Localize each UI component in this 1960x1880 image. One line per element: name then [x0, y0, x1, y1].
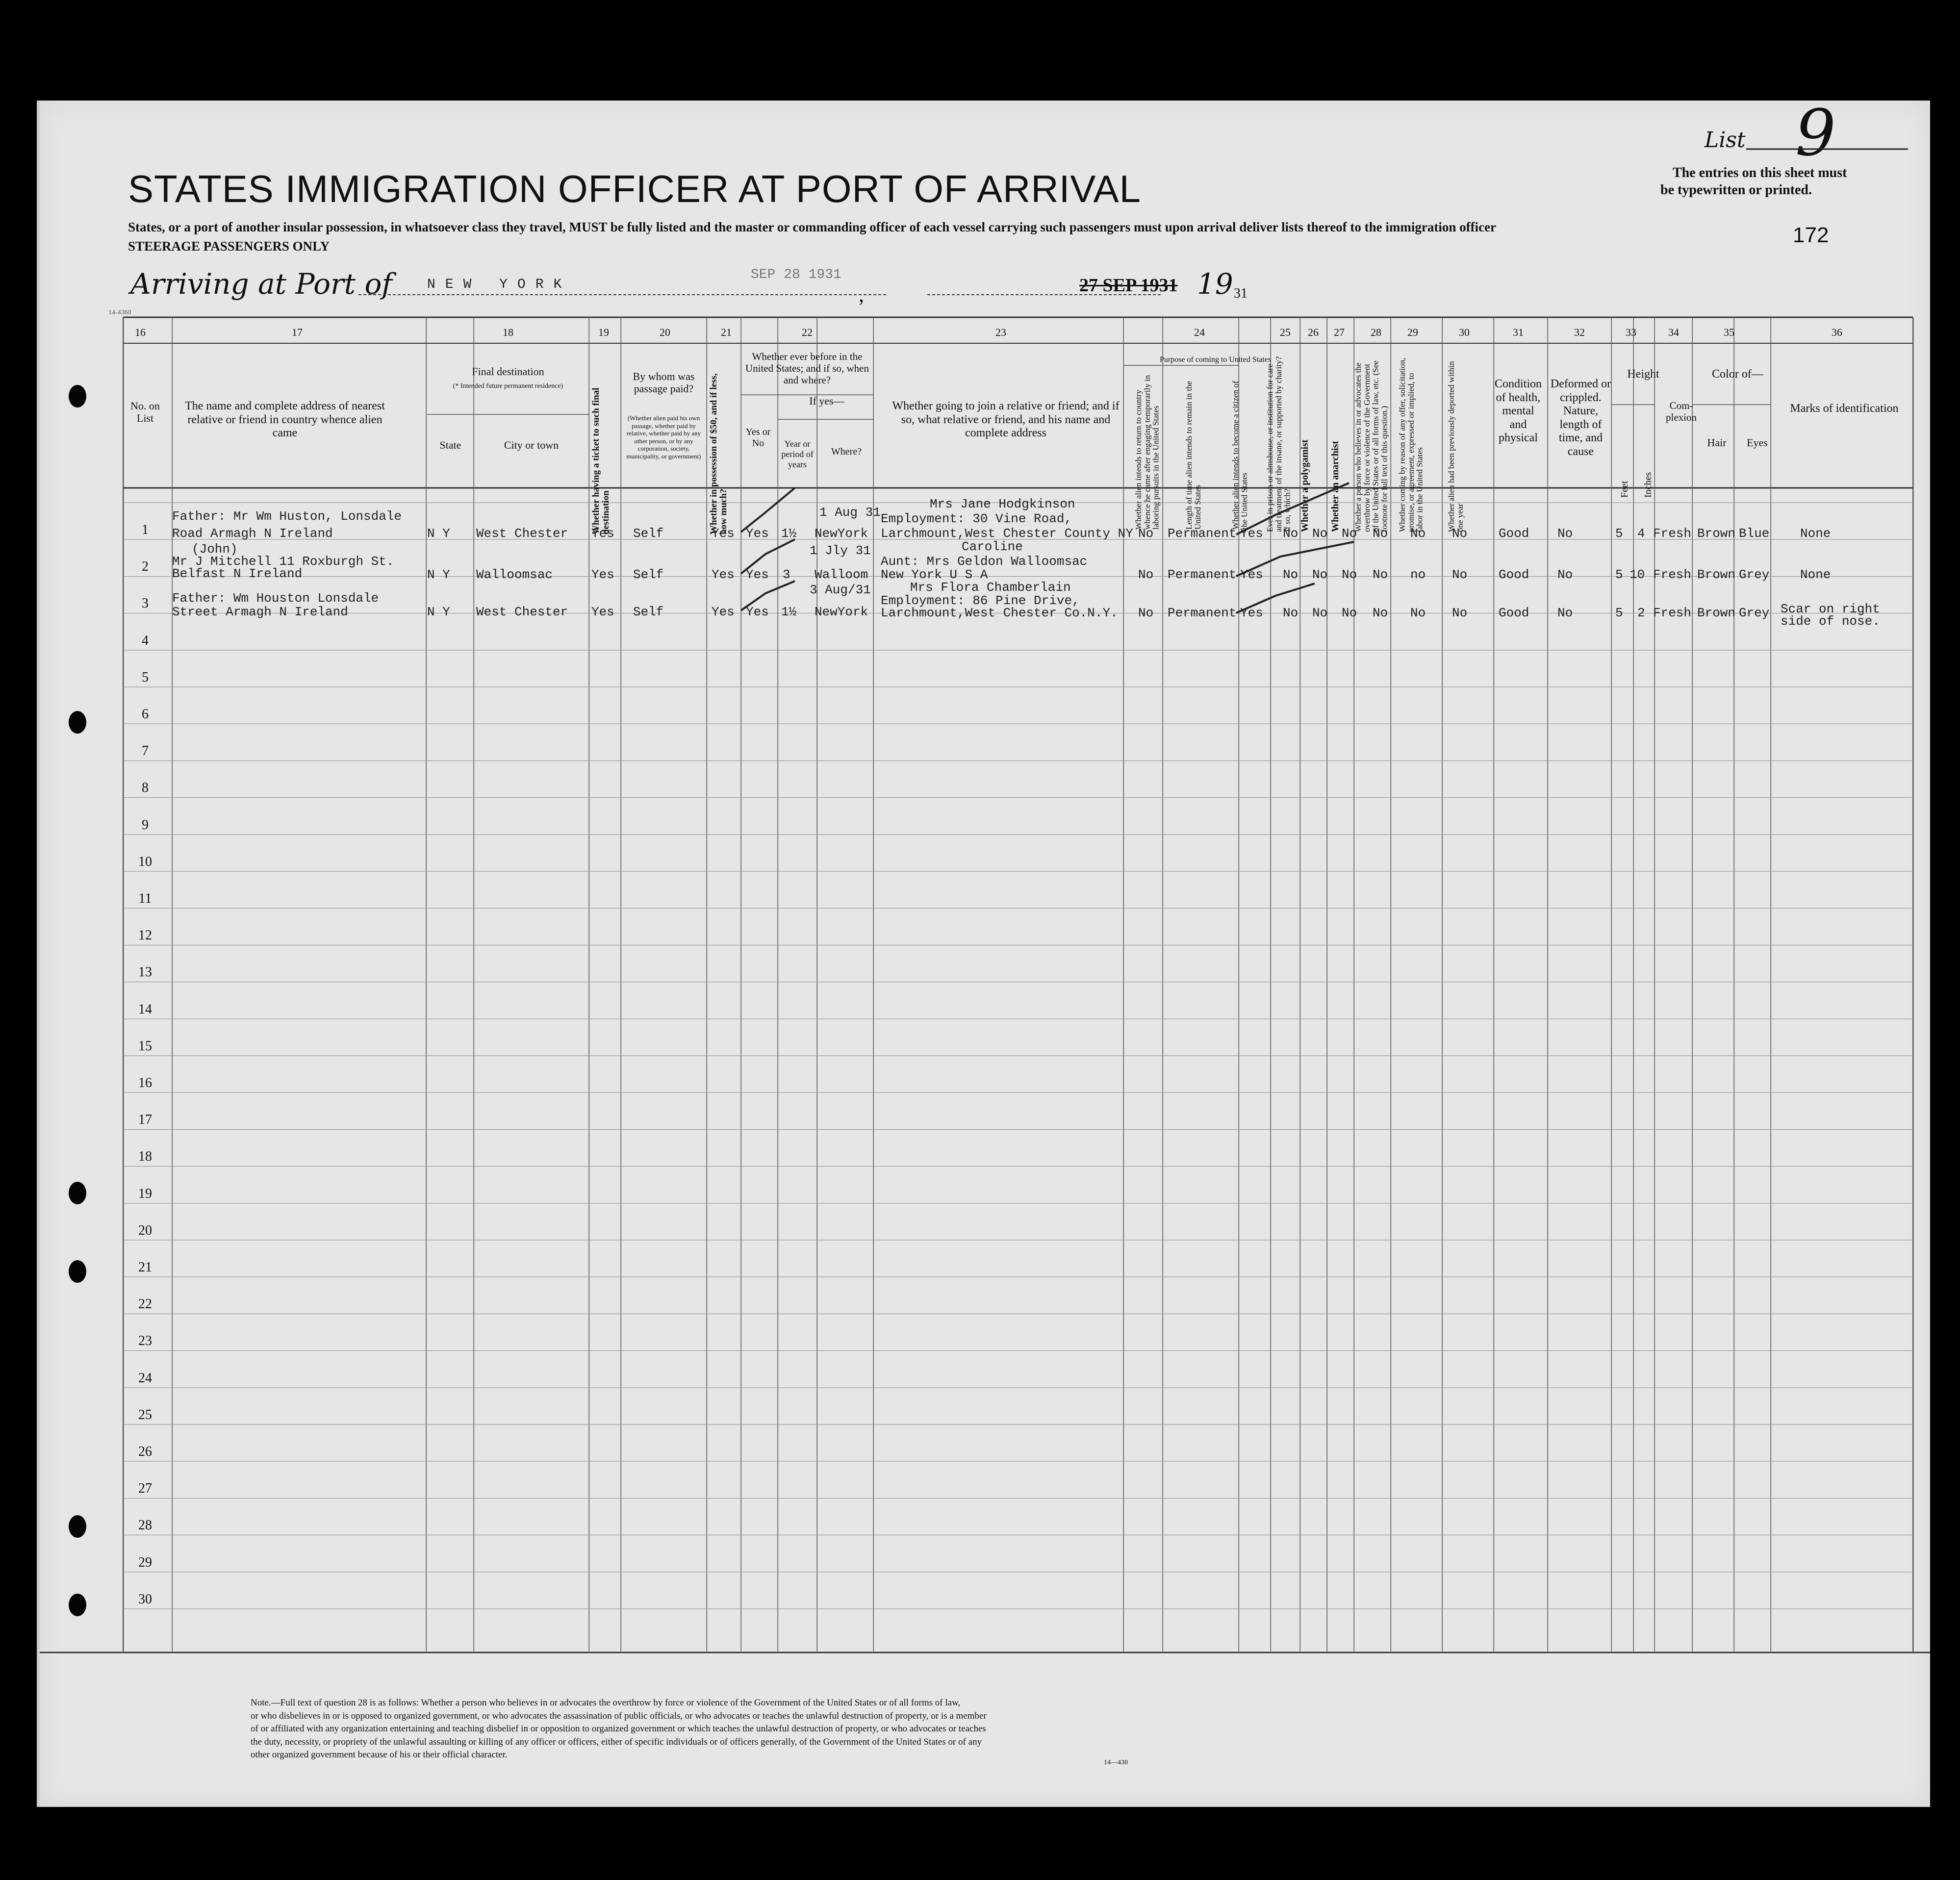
header-q30: Whether alien had been previously deported within one year: [1447, 361, 1465, 532]
row1-eyes: Blue: [1739, 526, 1770, 541]
row1-inches: 4: [1637, 526, 1645, 541]
row2-feet: 5: [1615, 567, 1623, 582]
row3-deformed: No: [1557, 606, 1573, 620]
header-state: State: [439, 439, 461, 451]
row2-q30: No: [1452, 567, 1468, 582]
column-number: 16: [135, 326, 146, 338]
header-where: Where?: [831, 446, 862, 457]
punch-hole: [69, 1594, 86, 1616]
row3-relative-line2: Street Armagh N Ireland: [172, 605, 348, 619]
row1-period: 1½: [781, 526, 797, 541]
column-number: 27: [1334, 326, 1345, 338]
row2-prison: No: [1283, 567, 1298, 582]
row2-join-line0: Caroline: [962, 539, 1023, 554]
header-final-destination: Final destination: [472, 365, 544, 378]
header-year-period: Year or period of years: [781, 439, 814, 469]
steerage-note: STEERAGE PASSENGERS ONLY: [128, 239, 330, 254]
row-number: 15: [138, 1038, 152, 1054]
row-number: 25: [138, 1407, 152, 1423]
footnote-line-5: other organized government because of his or their official character.: [251, 1750, 508, 1760]
row-number: 19: [138, 1186, 152, 1201]
header-purpose-return: Whether alien intends to return to country whence he came after engaging temporarily in laboring pursuits in the United States: [1134, 375, 1161, 530]
header-hair: Hair: [1707, 436, 1727, 449]
row-number: 21: [138, 1260, 152, 1275]
row2-period: 3: [783, 567, 790, 582]
row1-q29: No: [1410, 526, 1426, 541]
column-number: 36: [1832, 326, 1842, 338]
manifest-sheet: STATES IMMIGRATION OFFICER AT PORT OF ARRIVAL States, or a port of another insular possession, in whatsoever class they travel, MUST be fully listed and the master or commanding officer of each vessel carrying such passengers must upon arrival deliver lists thereof to the immigration officer STEERAGE PASSENGERS ONLY List 9 The entries on this sheet must be typewritten or printed. 172 Arriving at Port of NEW YORK SEP 28 1931 , 27 SEP 1931 19 31 14-4360 16 17 18 19 20 21 22 23 24 25 26 27 28 29 30 31 32 33 34 35 36 No. on List The name and complete address of nearest relative or friend in country whence alien came Final destination (* Intended future permanent residence) State City or town Whether having a ticket to such final destination By whom was passage paid? (Whether alien paid his own passage, whether paid by relative, whether paid by any other person, or by any corporation, society, municipality, or government) Whether in possession of $50, and if less, how much? Whether ever before in the United States; and if so, when and where? Yes or No If yes— Year or period of years Where? Whether going to join a relative or friend; and if so, what relative or friend, and his name and complete address Purpose of coming to United States Whether alien intends to return to country whence he came after engaging temporarily in laboring pursuits in the United States Length of time alien intends to remain in the United States Whether alien intends to become a citizen of the United States Ever in prison or almshouse, or institution for care and treatment of the insane, or supported by charity? If so, which? Whether a polygamist Whether an anarchist Whether a person who believes in or advocates the overthrow by force or violence of the Government of the United States or of all forms of law, etc. (See footnote for full text of this question.) Whether coming by reason of any offer, solicitation, promise, or agreement, expressed or implied, to labor in the United States Whether alien had been previously deported within one year Condition of health, mental and physical Deformed or crippled. Nature, length of time, and cause Height Feet Inches Com-plexion Color of— Hair Eyes Marks of identification 1 2 3 4 5 6 7 8 9 10 11 12 13 14 15 16 17 18 19 20 21 22 23 24 25 26 27 28 29 30 Father: Mr Wm Huston, Lonsdale Road Armagh N Ireland N Y West Chester Yes Self Yes Yes 1½ 1 Aug 31 NewYork Mrs Jane Hodgkinson Employment: 30 Vine Road, Larchmount,West Chester County NY No Permanent Yes No No No No No No Good No 5 4 Fresh Brown Blue None (John) Mr J Mitchell 11 Roxburgh St. Belfast N Ireland N Y Walloomsac Yes Self Yes Yes 3 1 Jly 31 Walloom Caroline Aunt: Mrs Geldon Walloomsac New York U S A No Permanent Yes No No No No no No Good No 5 10 Fresh Brown Grey None Father: Wm Houston Lonsdale Street Armagh N Ireland N Y West Chester Yes Self Yes Yes 1½ 3 Aug/31 NewYork Mrs Flora Chamberlain Employment: 86 Pine Drive, Larchmount,West Chester Co.N.Y. No Permanent Yes No No No No No No Good No 5 2 Fresh Brown Grey Scar on right side of nose. Note.—Full text of question 28 is as follows: Whether a person who believes in or advocates the overthrow by force or violence of the Government of the United States or of all forms of law, or who disbelieves in or is opposed to organized government, or who advocates the assassination of public officials, or who advocates or teaches the unlawful destruction of property, or is a member of or affiliated with any organization entertaining and teaching disbelief in or opposition to organized government or which teaches the unlawful destruction of property, or who advocates or teaches the duty, necessity, or propriety of the unlawful assaulting or killing of any officer or officers, either of specific individuals or of officers generally, of the Government of the United States or of any other organized government because of his or their official character. 14—430: [37, 101, 1930, 1807]
row3-eyes: Grey: [1739, 606, 1770, 620]
header-no-on-list: No. on List: [130, 400, 160, 425]
row3-return: No: [1138, 606, 1154, 620]
row-number: 27: [138, 1481, 152, 1497]
row2-deformed: No: [1557, 567, 1573, 582]
footnote-line-1: Note.—Full text of question 28 is as follows: Whether a person who believes in or advocates the overthrow by force or violence of the Government of the United States or of all forms of law,: [251, 1698, 961, 1708]
header-q29: Whether coming by reason of any offer, solicitation, promise, or agreement, expressed or implied, to labor in the United States: [1398, 357, 1425, 532]
footnote-line-2: or who disbelieves in or is opposed to organized government, or who advocates the assassination of public officials, or who advocates or teaches the unlawful destruction of property, or is a member: [251, 1710, 987, 1721]
row-number: 26: [138, 1444, 152, 1459]
entries-note-1: The entries on this sheet must: [1673, 165, 1847, 180]
row-number: 10: [138, 854, 152, 869]
row3-q28: No: [1373, 606, 1388, 620]
row3-complexion: Fresh: [1653, 606, 1692, 620]
row-number: 4: [142, 633, 149, 648]
row-number: 2: [142, 559, 149, 575]
row3-state: N Y: [427, 605, 450, 619]
column-number: 34: [1668, 326, 1679, 338]
row1-join-line3: Larchmount,West Chester County NY: [881, 526, 1133, 541]
row-number: 17: [138, 1112, 152, 1128]
row1-anarchist: No: [1342, 526, 1357, 541]
header-if-yes: If yes—: [809, 395, 844, 407]
header-purpose-length: Length of time alien intends to remain in the United States: [1184, 381, 1202, 530]
sheet-number: 172: [1793, 223, 1829, 247]
row1-length: Permanent: [1168, 526, 1237, 541]
row3-when: 3 Aug/31: [810, 583, 871, 597]
header-polygamist: Whether a polygamist: [1299, 439, 1310, 532]
punch-hole: [69, 711, 86, 734]
row2-relative-line2: Belfast N Ireland: [172, 566, 303, 581]
row2-where: Walloom: [815, 567, 868, 582]
row1-feet: 5: [1615, 526, 1623, 541]
row2-anarchist: No: [1342, 567, 1357, 582]
row-number: 28: [138, 1518, 152, 1533]
year-suffix: 31: [1234, 286, 1247, 301]
row2-return: No: [1138, 567, 1154, 582]
row2-relative-line1: Mr J Mitchell 11 Roxburgh St.: [172, 554, 394, 569]
row3-ever-before: Yes: [746, 605, 769, 619]
column-number: 23: [995, 326, 1006, 338]
row-number: 9: [142, 817, 149, 833]
row-number: 3: [142, 596, 149, 611]
row3-city: West Chester: [476, 605, 568, 619]
row-number: 6: [142, 707, 149, 722]
row1-condition: Good: [1499, 526, 1529, 541]
header-possession: Whether in possession of $50, and if less, how much?: [709, 373, 729, 534]
column-number: 33: [1626, 326, 1636, 338]
header-passage-paid: By whom was passage paid?: [633, 370, 695, 395]
row-number: 11: [138, 891, 152, 906]
row-number: 14: [138, 1001, 152, 1017]
header-final-destination-note: (* Intended future permanent residence): [453, 382, 563, 390]
column-number: 29: [1407, 326, 1418, 338]
header-nearest-relative: The name and complete address of nearest relative or friend in country whence alien came: [185, 400, 385, 440]
row1-hair: Brown: [1697, 526, 1736, 541]
row-number: 13: [138, 965, 152, 980]
row3-possession: Yes: [712, 605, 735, 619]
row-number: 8: [142, 780, 149, 796]
row3-paid-by: Self: [633, 605, 664, 619]
header-color-of: Color of—: [1712, 368, 1763, 381]
row2-join-line1: Aunt: Mrs Geldon Walloomsac: [881, 554, 1088, 569]
header-inches: Inches: [1643, 472, 1654, 498]
header-purpose: Purpose of coming to United States: [1159, 356, 1272, 364]
header-complexion: Com-plexion: [1666, 400, 1697, 424]
row-number: 29: [138, 1554, 152, 1570]
row-number: 22: [138, 1296, 152, 1312]
header-q28: Whether a person who believes in or advocates the overthrow by force or violence of the Government of the United States or of all forms of law, etc. (See footnote for full text of this question.): [1353, 360, 1389, 532]
row1-relative-line2: Road Armagh N Ireland: [172, 526, 333, 541]
column-number: 35: [1724, 326, 1734, 338]
row1-q30: No: [1452, 526, 1468, 541]
row1-complexion: Fresh: [1653, 526, 1692, 541]
port-name: NEW YORK: [427, 277, 572, 292]
row3-relative-line1: Father: Wm Houston Lonsdale: [172, 591, 379, 606]
row3-anarchist: No: [1342, 606, 1357, 620]
row-number: 1: [142, 522, 149, 537]
row1-relative-line1: Father: Mr Wm Huston, Lonsdale: [172, 509, 402, 524]
footnote: [251, 1697, 1231, 1762]
column-number: 30: [1459, 326, 1470, 338]
row2-marks: None: [1800, 567, 1831, 582]
column-number: 21: [721, 326, 732, 338]
column-number: 25: [1280, 326, 1291, 338]
row-number: 7: [142, 743, 149, 759]
received-stamp: SEP 28 1931: [751, 267, 841, 282]
row2-length: Permanent: [1168, 567, 1237, 582]
form-code-top: 14-4360: [108, 309, 131, 316]
handwritten-check-marks: [40, 101, 1930, 1807]
header-passage-note: (Whether alien paid his own passage, whether paid by relative, whether paid by any other person, or by any corporation, society, municipality, or government): [626, 414, 701, 460]
row1-join-line1: Mrs Jane Hodgkinson: [930, 497, 1075, 511]
row2-when: 1 Jly 31: [810, 543, 871, 558]
row3-polygamist: No: [1312, 606, 1328, 620]
row-number: 5: [142, 669, 149, 685]
row2-ever-before: Yes: [746, 567, 769, 582]
row2-inches: 10: [1629, 567, 1645, 582]
row1-citizen: Yes: [1240, 526, 1263, 541]
row-number: 24: [138, 1370, 152, 1386]
row3-join-line1: Employment: 86 Pine Drive,: [881, 593, 1080, 608]
row1-city: West Chester: [476, 526, 568, 541]
entries-note-2: be typewritten or printed.: [1660, 182, 1812, 198]
row1-marks: None: [1800, 526, 1831, 541]
row1-q28: No: [1373, 526, 1388, 541]
row2-eyes: Grey: [1739, 567, 1770, 582]
header-join-relative: Whether going to join a relative or friend; and if so, what relative or friend, and his name and complete address: [892, 400, 1120, 440]
row2-q28: No: [1373, 567, 1388, 582]
list-number: 9: [1795, 96, 1836, 170]
row2-ticket: Yes: [591, 567, 614, 582]
row2-condition: Good: [1499, 567, 1529, 582]
row2-hair: Brown: [1697, 567, 1736, 582]
arriving-label: Arriving at Port of: [130, 267, 392, 301]
row3-join-line2: Larchmount,West Chester Co.N.Y.: [881, 606, 1118, 620]
header-ticket: Whether having a ticket to such final destination: [591, 387, 611, 534]
row1-polygamist: No: [1312, 526, 1328, 541]
row1-ever-before: Yes: [746, 526, 769, 541]
column-number: 32: [1574, 326, 1585, 338]
row3-period: 1½: [781, 605, 797, 619]
row1-when: 1 Aug 31: [819, 505, 881, 520]
row2-city: Walloomsac: [476, 567, 553, 582]
row-number: 30: [138, 1591, 152, 1607]
row1-prison: No: [1283, 526, 1298, 541]
punch-hole: [69, 1182, 86, 1204]
row-number: 16: [138, 1075, 152, 1091]
row2-join-line2: New York U S A: [881, 567, 988, 582]
row3-condition: Good: [1499, 606, 1529, 620]
row1-possession: Yes: [712, 526, 735, 541]
row3-marks-line1: Scar on right: [1781, 602, 1880, 616]
row2-polygamist: No: [1312, 567, 1328, 582]
header-marks: Marks of identification: [1790, 402, 1899, 415]
column-number: 28: [1371, 326, 1381, 338]
punch-hole: [69, 1515, 86, 1538]
column-number: 19: [598, 326, 609, 338]
row3-inches: 2: [1637, 606, 1645, 620]
arrival-date-stamp: 27 SEP 1931: [1079, 275, 1178, 296]
column-number: 24: [1194, 326, 1205, 338]
row3-length: Permanent: [1168, 606, 1237, 620]
row1-paid-by: Self: [633, 526, 664, 541]
row3-citizen: Yes: [1240, 606, 1263, 620]
punch-hole: [69, 385, 86, 407]
header-height: Height: [1627, 368, 1659, 381]
column-number: 20: [660, 326, 670, 338]
row2-citizen: Yes: [1240, 567, 1263, 582]
row3-marks-line2: side of nose.: [1781, 614, 1880, 629]
column-number: 26: [1308, 326, 1319, 338]
row2-possession: Yes: [712, 567, 735, 582]
row3-where: NewYork: [815, 605, 868, 619]
row2-q29: no: [1410, 567, 1426, 582]
year-prefix: 19: [1197, 267, 1233, 301]
subtitle-instructions: States, or a port of another insular possession, in whatsoever class they travel, MUST be fully listed and the master or commanding officer of each vessel carrying such passengers must upon arrival deliver lists thereof to the immigration officer: [128, 220, 1497, 234]
row3-prison: No: [1283, 606, 1298, 620]
row2-paid-by: Self: [633, 567, 664, 582]
punch-hole: [69, 1260, 86, 1283]
column-number: 18: [503, 326, 513, 338]
form-code-bottom: 14—430: [1104, 1759, 1128, 1766]
row1-join-line2: Employment: 30 Vine Road,: [881, 511, 1072, 526]
row2-state: N Y: [427, 567, 450, 582]
footnote-line-3: of or affiliated with any organization entertaining and teaching disbelief in or opposition to organized government or which teaches the unlawful destruction of property, or who advocates or teaches: [251, 1724, 986, 1734]
row-number: 12: [138, 928, 152, 943]
row3-q30: No: [1452, 606, 1468, 620]
row1-where: NewYork: [815, 526, 868, 541]
header-yes-no: Yes or No: [745, 427, 771, 449]
header-feet: Feet: [1619, 481, 1630, 498]
row1-state: N Y: [427, 526, 450, 541]
row1-deformed: No: [1557, 526, 1573, 541]
row3-q29: No: [1410, 606, 1426, 620]
row3-ticket: Yes: [591, 605, 614, 619]
row1-return: No: [1138, 526, 1154, 541]
row3-join-line0: Mrs Flora Chamberlain: [910, 580, 1071, 595]
list-label: List: [1705, 127, 1746, 152]
footnote-line-4: the duty, necessity, or propriety of the unlawful assaulting or killing of any officer or officers, either of specific individuals or of officers generally, of the Government of the United States or of any: [251, 1736, 982, 1747]
header-anarchist: Whether an anarchist: [1330, 441, 1341, 532]
row2-complexion: Fresh: [1653, 567, 1692, 582]
header-ever-before: Whether ever before in the United States; and if so, when and where?: [745, 351, 869, 386]
header-condition: Condition of health, mental and physical: [1494, 378, 1542, 445]
row-number: 18: [138, 1149, 152, 1165]
column-number: 31: [1513, 326, 1524, 338]
row2-relative-line0: (John): [192, 542, 238, 557]
column-number: 22: [802, 326, 813, 338]
header-eyes: Eyes: [1747, 436, 1768, 449]
row3-hair: Brown: [1697, 606, 1736, 620]
header-deformed: Deformed or crippled. Nature, length of time, and cause: [1550, 378, 1611, 458]
header-purpose-citizen: Whether alien intends to become a citizen of the United States: [1231, 381, 1249, 530]
row1-ticket: Yes: [591, 526, 614, 541]
page-title: STATES IMMIGRATION OFFICER AT PORT OF ARRIVAL: [128, 167, 1142, 210]
row-number: 23: [138, 1333, 152, 1349]
row3-feet: 5: [1615, 606, 1623, 620]
header-city: City or town: [504, 439, 559, 451]
column-number: 17: [292, 326, 303, 338]
header-prison: Ever in prison or almshouse, or institution for care and treatment of the insane, or supported by charity? If so, which?: [1265, 356, 1292, 532]
row-number: 20: [138, 1222, 152, 1238]
